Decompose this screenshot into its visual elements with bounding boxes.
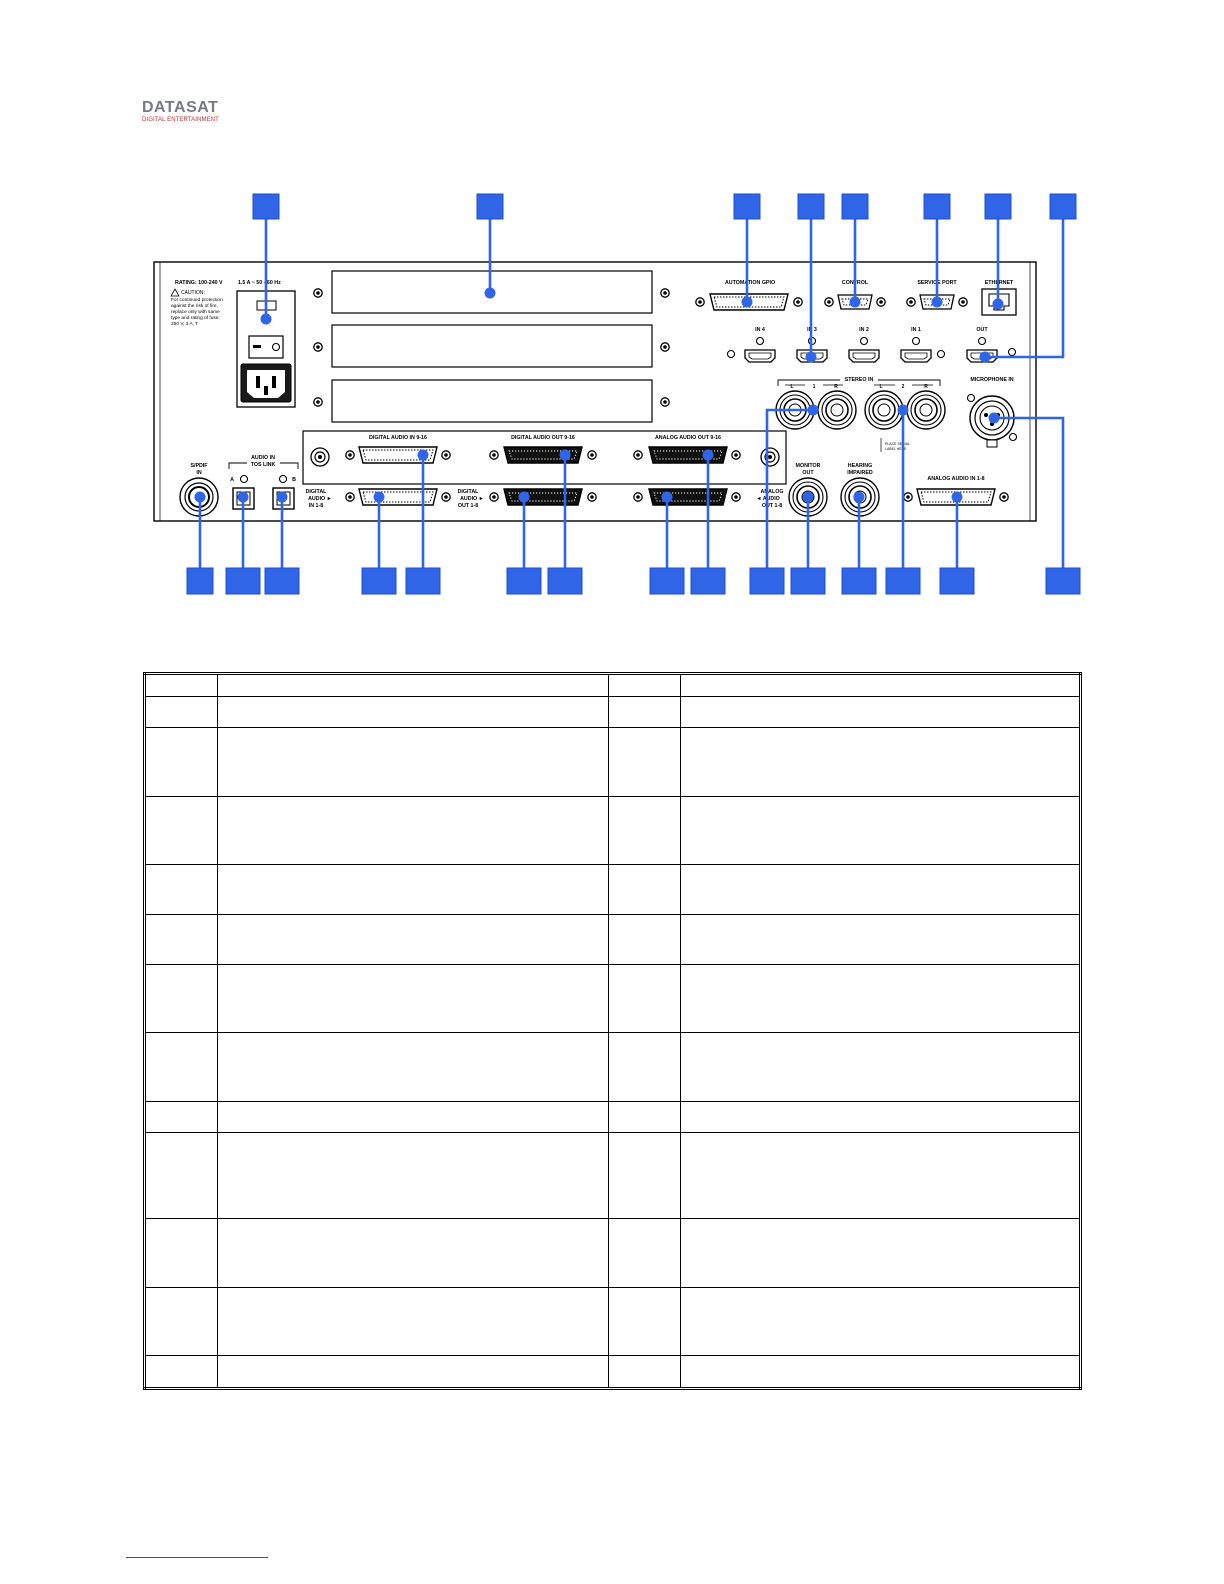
- table-row: [145, 728, 1081, 796]
- hdmi-in3-label: IN 3: [807, 327, 817, 333]
- digital-audio-out-1-8-connector: [504, 489, 582, 505]
- table-cell: [218, 697, 609, 728]
- table-row: [145, 1219, 1081, 1287]
- automation-gpio-label: AUTOMATION GPIO: [724, 280, 776, 286]
- table-cell: [218, 674, 609, 697]
- analog-audio-out-1-8-connector: [649, 489, 727, 505]
- table-cell: [609, 1355, 681, 1388]
- table-cell: [681, 914, 1081, 964]
- aao18-label-1: ANALOG: [760, 489, 784, 495]
- caution-line: against the risk of fire,: [171, 304, 218, 309]
- dai18-label-2: AUDIO ►: [308, 496, 332, 502]
- table-cell: [218, 1219, 609, 1287]
- table-cell: [609, 914, 681, 964]
- dai18-label-1: DIGITAL: [305, 489, 327, 495]
- analog-audio-out-9-16-connector: [649, 447, 727, 463]
- hdmi-in1-label: IN 1: [911, 327, 921, 333]
- hdmi-in1-port: [901, 350, 931, 362]
- callout-boxes-bottom: [187, 568, 1080, 594]
- digital-audio-in-1-8-connector: [359, 489, 437, 505]
- serial-label-2: LABEL HERE: [885, 447, 907, 451]
- table-cell: [145, 796, 218, 864]
- toslink-b-label: B: [292, 477, 296, 483]
- table-cell: [681, 796, 1081, 864]
- table-cell: [681, 1101, 1081, 1132]
- serial-label-1: PLACE SERIAL: [885, 442, 910, 446]
- table-cell: [145, 1219, 218, 1287]
- logo-tagline: DIGITAL ENTERTAINMENT: [142, 117, 219, 123]
- table-cell: [145, 914, 218, 964]
- analog-audio-out-9-16-label: ANALOG AUDIO OUT 9-16: [654, 435, 722, 441]
- audio-in-label-2: TOS LINK: [250, 462, 276, 468]
- caution-line: For continued protection: [171, 298, 223, 303]
- stereo-1-label: 1: [812, 384, 816, 390]
- stereo-in-2-r: [907, 391, 945, 429]
- table-cell: [609, 1219, 681, 1287]
- table-row: [145, 1287, 1081, 1355]
- dao18-label-1: DIGITAL: [457, 489, 479, 495]
- table-cell: [609, 796, 681, 864]
- table-cell: [609, 1101, 681, 1132]
- table-row: [145, 1101, 1081, 1132]
- table-cell: [218, 1132, 609, 1218]
- stereo-2-label: 2: [901, 384, 905, 390]
- table-cell: [681, 1287, 1081, 1355]
- table-cell: [145, 1132, 218, 1218]
- logo-brand: DATASAT: [142, 99, 219, 116]
- dai18-label-3: IN 1-8: [308, 503, 324, 509]
- table-cell: [609, 697, 681, 728]
- monitor-label-1: MONITOR: [795, 463, 821, 469]
- table-cell: [609, 965, 681, 1033]
- table-cell: [218, 864, 609, 914]
- freq-label: 1.5 A ~ 50 - 60 Hz: [238, 280, 281, 286]
- hdmi-in2-port: [849, 350, 879, 362]
- table-row: [145, 914, 1081, 964]
- spdif-label-2: IN: [196, 470, 202, 476]
- table-cell: [609, 864, 681, 914]
- caution-line: type and rating of fuse:: [171, 316, 220, 321]
- footer-link-underline[interactable]: [126, 1557, 268, 1558]
- table-cell: [145, 1101, 218, 1132]
- table-cell: [681, 674, 1081, 697]
- table-cell: [609, 728, 681, 796]
- table-cell: [681, 1033, 1081, 1101]
- hearing-label-2: IMPAIRED: [847, 470, 873, 476]
- hdmi-in4-label: IN 4: [755, 327, 765, 333]
- table-cell: [145, 1033, 218, 1101]
- table-row: [145, 965, 1081, 1033]
- monitor-label-2: OUT: [802, 470, 814, 476]
- table-cell: [609, 674, 681, 697]
- table-cell: [218, 965, 609, 1033]
- caution-title: CAUTION:: [181, 290, 205, 296]
- digital-audio-in-9-16-label: DIGITAL AUDIO IN 9-16: [369, 435, 427, 441]
- table-cell: [681, 1132, 1081, 1218]
- dao18-label-2: AUDIO ►: [460, 496, 484, 502]
- stereo-r2-label: R: [924, 384, 928, 390]
- stereo-l2-label: L: [879, 384, 883, 390]
- table-cell: [681, 965, 1081, 1033]
- caution-line: replace only with same: [171, 310, 220, 315]
- table-cell: [681, 1219, 1081, 1287]
- table-cell: [609, 1287, 681, 1355]
- microphone-in-label: MICROPHONE IN: [970, 377, 1014, 383]
- ethernet-label: ETHERNET: [984, 280, 1014, 286]
- table-row: [145, 674, 1081, 697]
- table-cell: [609, 1132, 681, 1218]
- table-cell: [145, 864, 218, 914]
- aao18-label-3: OUT 1-8: [761, 503, 783, 509]
- stereo-in-label: STEREO IN: [844, 377, 874, 383]
- table-row: [145, 864, 1081, 914]
- table-cell: [145, 697, 218, 728]
- audio-in-label-1: AUDIO IN: [251, 455, 275, 461]
- stereo-l1-label: L: [790, 384, 794, 390]
- caution-line: 250 V, 3 A, T: [171, 322, 199, 327]
- analog-audio-in-1-8-label: ANALOG AUDIO IN 1-8: [927, 476, 985, 482]
- table-row: [145, 697, 1081, 728]
- table-row: [145, 796, 1081, 864]
- callout-boxes-top: [253, 194, 1076, 219]
- table-cell: [681, 864, 1081, 914]
- table-cell: [218, 796, 609, 864]
- table-row: [145, 1132, 1081, 1218]
- table-cell: [218, 1287, 609, 1355]
- table-cell: [145, 1287, 218, 1355]
- hdmi-in2-label: IN 2: [859, 327, 869, 333]
- table-row: [145, 1033, 1081, 1101]
- table-cell: [218, 1355, 609, 1388]
- stereo-in-2-l: [865, 391, 903, 429]
- spdif-label-1: S/PDIF: [190, 463, 208, 469]
- table-cell: [609, 1033, 681, 1101]
- table-cell: [681, 1355, 1081, 1388]
- control-label: CONTROL: [841, 280, 869, 286]
- table-cell: [681, 728, 1081, 796]
- table-cell: [145, 965, 218, 1033]
- table-row: [145, 1355, 1081, 1388]
- dao18-label-3: OUT 1-8: [457, 503, 479, 509]
- ground-post-left: [311, 448, 329, 466]
- stereo-in-1-r: [818, 391, 856, 429]
- table-cell: [681, 697, 1081, 728]
- connector-table: [143, 672, 1082, 1390]
- table-cell: [218, 728, 609, 796]
- table-cell: [145, 674, 218, 697]
- hearing-label-1: HEARING: [847, 463, 873, 469]
- hdmi-out-label: OUT: [976, 327, 988, 333]
- aao18-label-2: ◄ AUDIO: [756, 496, 780, 502]
- hdmi-in4-port: [745, 350, 775, 362]
- stereo-r1-label: R: [834, 384, 838, 390]
- rating-label: RATING: 100-240 V: [175, 280, 223, 286]
- service-port-label: SERVICE PORT: [917, 280, 957, 286]
- table-cell: [145, 1355, 218, 1388]
- ground-post-right: [761, 448, 779, 466]
- table-cell: [145, 728, 218, 796]
- table-cell: [218, 1101, 609, 1132]
- digital-audio-out-9-16-label: DIGITAL AUDIO OUT 9-16: [511, 435, 575, 441]
- table-cell: [218, 914, 609, 964]
- table-cell: [218, 1033, 609, 1101]
- toslink-a-label: A: [230, 477, 234, 483]
